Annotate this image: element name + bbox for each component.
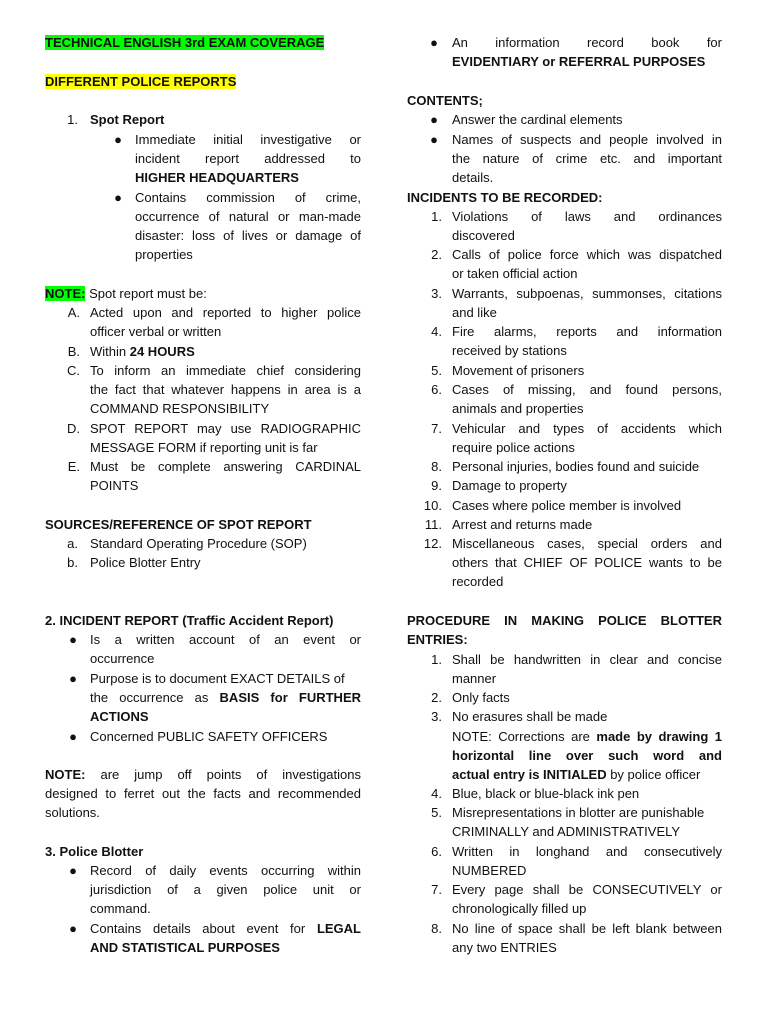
list-item: details. [452,170,494,185]
list-item: Vehicular and types of accidents which [452,421,722,436]
list-item: any two ENTRIES [452,940,557,955]
bullet-icon: ● [430,112,438,127]
list-item: chronologically filled up [452,901,587,916]
list-item: received by stations [452,343,567,358]
list-item: ACTIONS [90,709,149,724]
section-subtitle: DIFFERENT POLICE REPORTS [45,74,237,89]
list-item: and like [452,305,497,320]
list-number: 7. [431,882,442,897]
list-item: HIGHER HEADQUARTERS [135,170,299,185]
police-blotter-heading: 3. Police Blotter [45,844,144,859]
list-item: Personal injuries, bodies found and suicide [452,459,700,474]
procedure-heading: PROCEDURE IN MAKING POLICE BLOTTER [407,613,722,628]
list-item: recorded [452,574,504,589]
note-line: NOTE: are jump off points of investigations [45,767,361,782]
list-item: MESSAGE FORM if reporting unit is far [90,440,318,455]
list-item: Standard Operating Procedure (SOP) [90,536,307,551]
list-item: Only facts [452,690,510,705]
list-marker: B. [67,344,80,359]
procedure-heading: ENTRIES: [407,632,468,647]
list-item: CRIMINALLY and ADMINISTRATIVELY [452,824,681,839]
note-line: NOTE: Corrections are made by drawing 1 [452,729,722,744]
list-item: officer verbal or written [90,324,222,339]
incident-report-heading: 2. INCIDENT REPORT (Traffic Accident Report) [45,613,334,628]
list-marker: A. [67,305,80,320]
list-item: Misrepresentations in blotter are punishable [452,805,705,820]
list-number: 7. [431,421,442,436]
list-item: Blue, black or blue-black ink pen [452,786,640,801]
list-item: SPOT REPORT may use RADIOGRAPHIC [90,421,361,436]
list-item: Violations of laws and ordinances [452,209,722,224]
list-item: Damage to property [452,478,567,493]
page-title: TECHNICAL ENGLISH 3rd EXAM COVERAGE [45,35,325,50]
list-item: or taken official action [452,266,578,281]
note-line: horizontal line over such word and [452,748,722,763]
list-number: 8. [431,921,442,936]
list-item: Fire alarms, reports and information [452,324,722,339]
list-item: Contains details about event for LEGAL [90,921,361,936]
list-item: animals and properties [452,401,584,416]
list-item: Police Blotter Entry [90,555,201,570]
list-number: 4. [431,786,442,801]
list-item: require police actions [452,440,575,455]
list-item: Every page shall be CONSECUTIVELY or [452,882,722,897]
list-item: Purpose is to document EXACT DETAILS of [90,671,345,686]
list-marker: E. [67,459,80,474]
note-line: designed to ferret out the facts and recommended [45,786,361,801]
list-item: NUMBERED [452,863,527,878]
list-number: 9. [431,478,442,493]
list-number: 1. [431,652,442,667]
list-number: 2. [431,247,442,262]
contents-heading: CONTENTS; [407,93,483,108]
list-item: EVIDENTIARY or REFERRAL PURPOSES [452,54,706,69]
note-line: actual entry is INITIALED by police officer [452,767,701,782]
list-item: Movement of prisoners [452,363,585,378]
bullet-icon: ● [69,729,77,744]
bullet-icon: ● [69,671,77,686]
list-item: the nature of crime etc. and important [452,151,722,166]
list-item: COMMAND RESPONSIBILITY [90,401,270,416]
list-item: properties [135,247,193,262]
list-item: Concerned PUBLIC SAFETY OFFICERS [90,729,328,744]
list-item: Written in longhand and consecutively [452,844,722,859]
list-marker: b. [67,555,78,570]
list-item: the occurrence as BASIS for FURTHER [90,690,361,705]
list-item: Arrest and returns made [452,517,593,532]
list-number: 2. [431,690,442,705]
list-item: command. [90,901,151,916]
list-item: Contains commission of crime, [135,190,361,205]
list-item: Cases where police member is involved [452,498,682,513]
list-number: 1. [431,209,442,224]
list-number: 8. [431,459,442,474]
list-item: the fact that whatever happens in area is a [90,382,361,397]
bullet-icon: ● [430,35,438,50]
note-line: NOTE: Spot report must be: [45,286,207,301]
list-item: Is a written account of an event or [90,632,361,647]
list-number: 11. [424,517,442,532]
list-marker: a. [67,536,78,551]
list-item: disaster: loss of lives or damage of [135,228,361,243]
list-item: occurrence of natural or man-made [135,209,361,224]
list-marker: C. [67,363,80,378]
list-item: others that CHIEF OF POLICE wants to be [452,555,722,570]
list-item: Cases of missing, and found persons, [452,382,722,397]
list-item: jurisdiction of a given police unit or [90,882,361,897]
list-item: Shall be handwritten in clear and concise [452,652,722,667]
note-line: solutions. [45,805,100,820]
list-item: Within 24 HOURS [90,344,195,359]
list-item: No line of space shall be left blank between [452,921,722,936]
list-item: Miscellaneous cases, special orders and [452,536,722,551]
list-item: Names of suspects and people involved in [452,132,722,147]
bullet-icon: ● [430,132,438,147]
list-number: 5. [431,805,442,820]
list-item: incident report addressed to [135,151,361,166]
list-number: 6. [431,382,442,397]
spot-report-heading: Spot Report [90,112,165,127]
list-item: An information record book for [452,35,722,50]
list-item: Must be complete answering CARDINAL [90,459,361,474]
list-item: Acted upon and reported to higher police [90,305,361,320]
list-item: manner [452,671,497,686]
list-number: 10. [423,498,442,513]
list-number: 12. [423,536,442,551]
list-number: 4. [431,324,442,339]
bullet-icon: ● [114,132,122,147]
list-marker: D. [67,421,80,436]
sources-heading: SOURCES/REFERENCE OF SPOT REPORT [45,517,312,532]
list-number: 5. [431,363,442,378]
list-item: Calls of police force which was dispatched [452,247,722,262]
bullet-icon: ● [69,632,77,647]
list-item: Answer the cardinal elements [452,112,623,127]
list-number: 6. [431,844,442,859]
list-item: To inform an immediate chief considering [90,363,361,378]
bullet-icon: ● [69,863,77,878]
list-item: Record of daily events occurring within [90,863,361,878]
incidents-heading: INCIDENTS TO BE RECORDED: [407,190,603,205]
list-item: AND STATISTICAL PURPOSES [90,940,280,955]
list-number: 3. [431,709,442,724]
list-item: occurrence [90,651,155,666]
bullet-icon: ● [114,190,122,205]
list-item: Immediate initial investigative or [135,132,361,147]
list-item: POINTS [90,478,139,493]
list-number: 1. [67,112,78,127]
bullet-icon: ● [69,921,77,936]
list-number: 3. [431,286,442,301]
list-item: Warrants, subpoenas, summonses, citations [452,286,722,301]
list-item: discovered [452,228,515,243]
list-item: No erasures shall be made [452,709,608,724]
